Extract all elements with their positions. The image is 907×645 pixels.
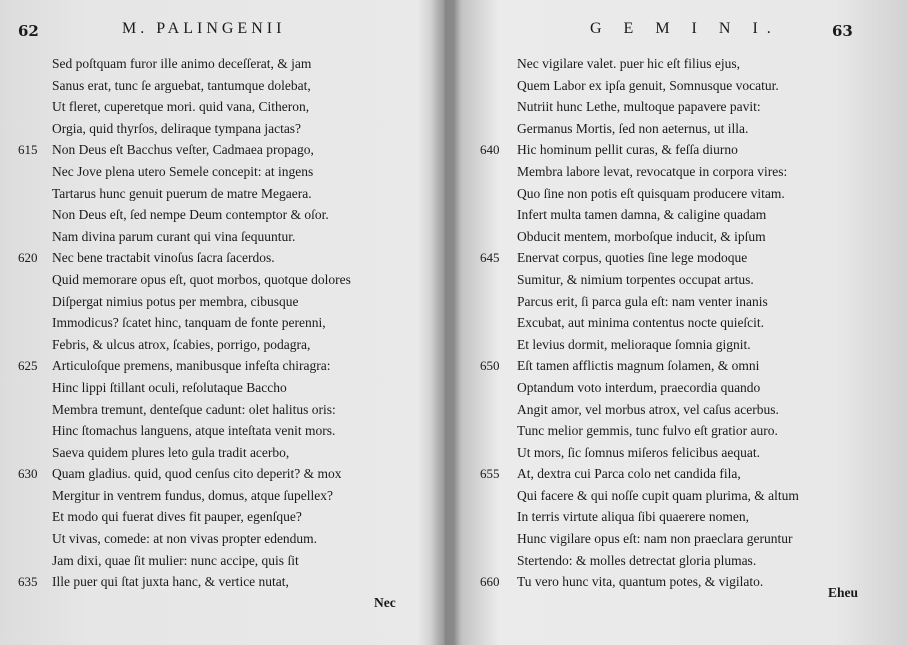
verse-line [0, 291, 440, 313]
verse-text: Membra tremunt, denteſque cadunt: olet halitus oris: [52, 401, 336, 417]
verse-text: Parcus erit, ſi parca gula eſt: nam venter inanis [517, 293, 768, 309]
right-verse-lines [462, 53, 907, 593]
verse-text: Nec bene tractabit vinoſus ſacra ſacerdos. [52, 250, 275, 266]
verse-line [0, 571, 440, 593]
left-verse-lines [0, 53, 440, 593]
verse-text: Sanus erat, tunc ſe arguebat, tantumque dolebat, [52, 77, 311, 93]
verse-line [462, 442, 907, 464]
verse-text: At, dextra cui Parca colo net candida fila, [517, 466, 741, 482]
verse-line [0, 161, 440, 183]
line-number: 615 [18, 142, 38, 158]
verse-text: Qui facere & qui noſſe cupit quam plurima, & altum [517, 487, 799, 503]
line-number: 650 [480, 358, 500, 374]
verse-text: Excubat, aut minima contentus nocte quieſcit. [517, 315, 765, 331]
verse-line [462, 269, 907, 291]
line-number: 625 [18, 358, 38, 374]
verse-text: Tartarus hunc genuit puerum de matre Megaera. [52, 185, 312, 201]
verse-line [462, 139, 907, 161]
verse-line [462, 226, 907, 248]
verse-line [0, 75, 440, 97]
verse-text: Ille puer qui ſtat juxta hanc, & vertice nutat, [52, 574, 289, 590]
verse-line [462, 53, 907, 75]
line-number: 655 [480, 466, 500, 482]
verse-text: Et modo qui fuerat dives fit pauper, egenſque? [52, 509, 302, 525]
verse-text: Immodicus? ſcatet hinc, tanquam de fonte perenni, [52, 315, 326, 331]
verse-line [462, 334, 907, 356]
verse-line [462, 506, 907, 528]
left-page-number: 62 [18, 22, 39, 40]
verse-text: Angit amor, vel morbus atrox, vel caſus acerbus. [517, 401, 779, 417]
verse-text: Saeva quidem plures leto gula tradit acerbo, [52, 444, 290, 460]
verse-line [462, 550, 907, 572]
verse-line [0, 183, 440, 205]
verse-text: Quid memorare opus eſt, quot morbos, quotque dolores [52, 271, 351, 287]
verse-line [462, 485, 907, 507]
left-catchword: Nec [374, 595, 396, 610]
verse-line [462, 377, 907, 399]
verse-line [0, 96, 440, 118]
line-number: 660 [480, 574, 500, 590]
verse-line [0, 399, 440, 421]
line-number: 620 [18, 250, 38, 266]
verse-text: Sumitur, & nimium torpentes occupat artus. [517, 271, 754, 287]
verse-line [462, 161, 907, 183]
verse-text: Eſt tamen afflictis magnum ſolamen, & omni [517, 358, 760, 374]
verse-text: Quo ſine non potis eſt quisquam producere vitam. [517, 185, 785, 201]
verse-text: Ut mors, ſic ſomnus miſeros felicibus aequat. [517, 444, 760, 460]
verse-text: Quam gladius. quid, quod cenſus cito deperit? & mox [52, 466, 342, 482]
right-page [462, 0, 907, 645]
verse-text: Tu vero hunc vita, quantum potes, & vigilato. [517, 574, 764, 590]
verse-text: Infert multa tamen damna, & caligine quadam [517, 207, 767, 223]
verse-line [462, 291, 907, 313]
verse-text: Hinc lippi ſtillant oculi, reſolutaque Baccho [52, 379, 287, 395]
verse-line [462, 312, 907, 334]
verse-text: Nutriit hunc Lethe, multoque papavere pavit: [517, 99, 761, 115]
verse-text: Obducit mentem, morboſque inducit, & ipſum [517, 228, 766, 244]
verse-line [0, 442, 440, 464]
verse-line [462, 528, 907, 550]
verse-line [0, 226, 440, 248]
verse-line [462, 204, 907, 226]
verse-line [0, 53, 440, 75]
verse-text: Ut vivas, comede: at non vivas propter edendum. [52, 531, 318, 547]
verse-line [0, 528, 440, 550]
verse-text: Febris, & ulcus atrox, ſcabies, porrigo, podagra, [52, 336, 311, 352]
verse-text: Mergitur in ventrem fundus, domus, atque ſupellex? [52, 487, 333, 503]
verse-line [0, 247, 440, 269]
right-catchword: Eheu [828, 585, 859, 600]
verse-line [462, 463, 907, 485]
verse-text: In terris virtute aliqua ſibi quaerere nomen, [517, 509, 750, 525]
line-number: 630 [18, 466, 38, 482]
verse-text: Diſpergat nimius potus per membra, cibusque [52, 293, 299, 309]
line-number: 645 [480, 250, 500, 266]
verse-line [0, 550, 440, 572]
verse-line [462, 355, 907, 377]
verse-text: Sed poſtquam furor ille animo deceſſerat, & jam [52, 56, 312, 71]
verse-text: Et levius dormit, melioraque ſomnia gignit. [517, 336, 751, 352]
verse-line [462, 420, 907, 442]
verse-text: Non Deus eſt Bacchus veſter, Cadmaea propago, [52, 142, 314, 158]
verse-line [0, 355, 440, 377]
verse-line [0, 334, 440, 356]
verse-text: Germanus Mortis, ſed non aeternus, ut illa. [517, 120, 749, 136]
verse-line [0, 269, 440, 291]
verse-text: Enervat corpus, quoties ſine lege modoque [517, 250, 748, 266]
verse-text: Hunc vigilare opus eſt: nam non praeclara geruntur [517, 531, 793, 547]
verse-text: Tunc melior gemmis, tunc fulvo eſt gratior auro. [517, 423, 778, 439]
verse-text: Hinc ſtomachus languens, atque inteſtata venit mors. [52, 423, 336, 439]
left-running-head: M. PALINGENII [122, 20, 286, 37]
line-number: 635 [18, 574, 38, 590]
verse-text: Nec vigilare valet. puer hic eſt filius ejus, [517, 56, 741, 71]
verse-line [0, 312, 440, 334]
verse-line [462, 183, 907, 205]
verse-line [462, 118, 907, 140]
verse-line [0, 204, 440, 226]
verse-text: Articuloſque premens, manibusque infeſta chiragra: [52, 358, 331, 374]
verse-text: Jam dixi, quae ſit mulier: nunc accipe, quis ſit [52, 552, 299, 568]
right-running-head: G E M I N I. [590, 20, 780, 37]
verse-text: Optandum voto interdum, praecordia quando [517, 379, 761, 395]
verse-text: Nec Jove plena utero Semele concepit: at ingens [52, 163, 314, 179]
verse-text: Nam divina parum curant qui vina ſequuntur. [52, 228, 296, 244]
verse-line [0, 506, 440, 528]
verse-line [462, 75, 907, 97]
verse-text: Quem Labor ex ipſa genuit, Somnusque vocatur. [517, 77, 779, 93]
verse-text: Non Deus eſt, ſed nempe Deum contemptor & oſor. [52, 207, 329, 223]
verse-line [0, 139, 440, 161]
verse-line [0, 463, 440, 485]
right-page-number: 63 [832, 22, 853, 40]
left-page [0, 0, 440, 645]
verse-line [462, 247, 907, 269]
verse-line [0, 377, 440, 399]
verse-text: Hic hominum pellit curas, & feſſa diurno [517, 142, 738, 158]
verse-line [0, 420, 440, 442]
verse-text: Stertendo: & molles detrectat gloria plumas. [517, 552, 757, 568]
verse-text: Membra labore levat, revocatque in corpora vires: [517, 163, 788, 179]
verse-line [0, 485, 440, 507]
verse-line [0, 118, 440, 140]
line-number: 640 [480, 142, 500, 158]
verse-line [462, 96, 907, 118]
verse-line [462, 399, 907, 421]
verse-text: Ut fleret, cuperetque mori. quid vana, Citheron, [52, 99, 310, 115]
verse-text: Orgia, quid thyrſos, deliraque tympana jactas? [52, 120, 302, 136]
